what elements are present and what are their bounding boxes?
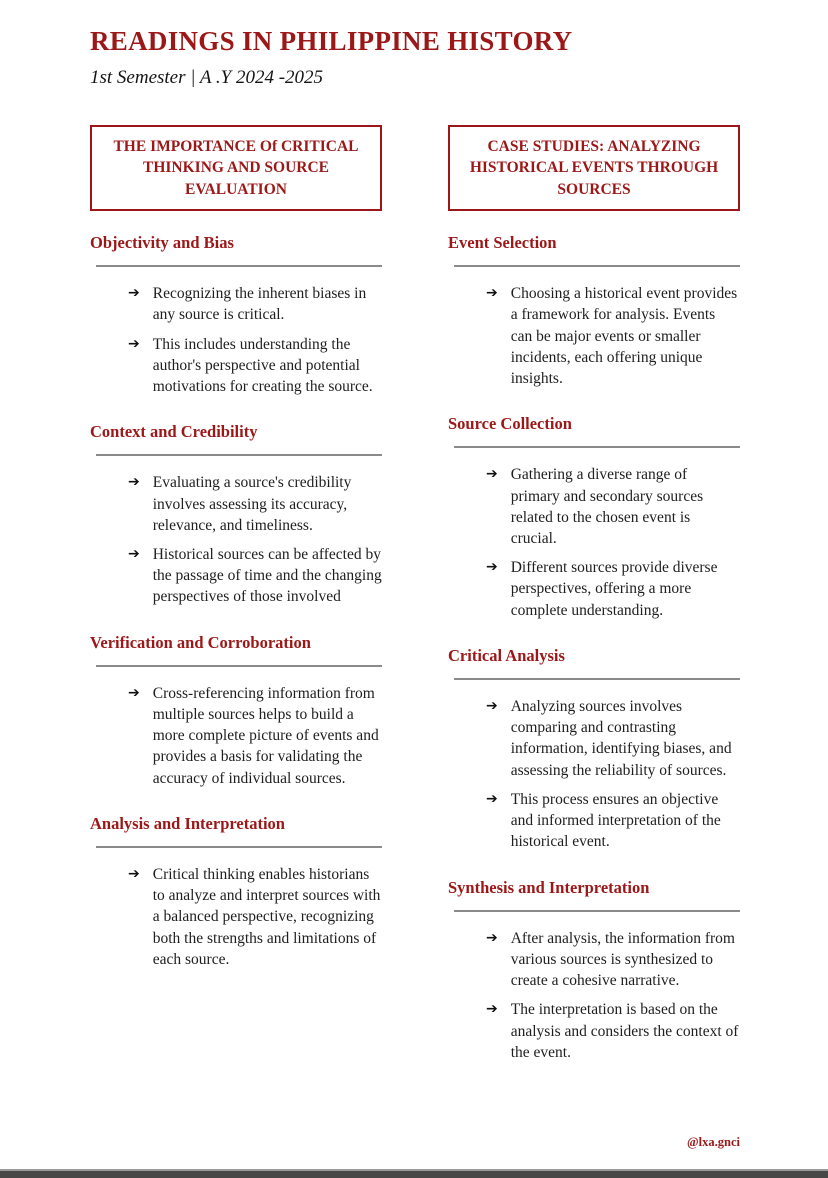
bullet-text: After analysis, the information from various sources is synthesized to create a cohesive narrative. bbox=[510, 929, 735, 990]
list-item bbox=[128, 683, 382, 789]
column-left-header: THE IMPORTANCE Of CRITICAL THINKING AND SOURCE EVALUATION bbox=[90, 125, 382, 211]
section-source-collection bbox=[448, 414, 740, 621]
arrow-bullet-icon: ➔ bbox=[128, 335, 140, 352]
section-heading: Objectivity and Bias bbox=[90, 233, 234, 253]
bullet-text: Gathering a diverse range of primary and secondary sources related to the chosen event is crucial. bbox=[510, 466, 704, 547]
list-item bbox=[486, 696, 740, 781]
bullet-list bbox=[90, 864, 382, 970]
column-right bbox=[448, 125, 740, 1088]
arrow-bullet-icon: ➔ bbox=[486, 466, 498, 483]
list-item bbox=[486, 283, 740, 389]
bullet-list bbox=[448, 696, 740, 853]
section-heading: Analysis and Interpretation bbox=[90, 813, 285, 833]
list-item bbox=[486, 464, 740, 549]
column-right-header: CASE STUDIES: ANALYZING HISTORICAL EVENTS THROUGH SOURCES bbox=[448, 125, 740, 211]
footer-handle: @lxa.gnci bbox=[687, 1135, 740, 1149]
list-item bbox=[486, 789, 740, 853]
arrow-bullet-icon: ➔ bbox=[486, 1001, 498, 1018]
column-left bbox=[90, 125, 382, 995]
bullet-text: Evaluating a source's credibility involves assessing its accuracy, relevance, and timeliness. bbox=[152, 474, 352, 534]
list-item bbox=[128, 472, 382, 536]
bullet-list bbox=[90, 283, 382, 397]
section-divider bbox=[96, 265, 382, 267]
bullet-list bbox=[90, 472, 382, 607]
page-subtitle: 1st Semester | A .Y 2024 -2025 bbox=[90, 67, 324, 88]
section-synthesis-and-interpretation bbox=[448, 878, 740, 1063]
page-bottom-edge bbox=[0, 1169, 828, 1178]
arrow-bullet-icon: ➔ bbox=[128, 474, 140, 491]
section-verification-and-corroboration bbox=[90, 633, 382, 789]
section-heading: Source Collection bbox=[448, 414, 572, 434]
page-title: READINGS IN PHILIPPINE HISTORY bbox=[90, 26, 573, 56]
bullet-text: Historical sources can be affected by the passage of time and the changing perspectives of those involved bbox=[152, 546, 382, 606]
section-heading: Synthesis and Interpretation bbox=[448, 877, 650, 897]
bullet-text: Critical thinking enables historians to analyze and interpret sources with a balanced perspective, recognizing both the strengths and limitations of each source. bbox=[152, 865, 381, 968]
section-heading: Context and Credibility bbox=[90, 422, 258, 442]
bullet-list bbox=[448, 464, 740, 621]
arrow-bullet-icon: ➔ bbox=[128, 865, 140, 882]
section-heading: Event Selection bbox=[448, 233, 557, 253]
section-divider bbox=[96, 665, 382, 667]
bullet-text: Analyzing sources involves comparing and contrasting information, identifying biases, and assessing the reliability of sources. bbox=[510, 697, 732, 779]
section-critical-analysis bbox=[448, 646, 740, 853]
arrow-bullet-icon: ➔ bbox=[128, 285, 140, 302]
bullet-text: Cross-referencing information from multiple sources helps to build a more complete picture of events and provides a basis for validating the accuracy of individual sources. bbox=[152, 684, 379, 787]
bullet-text: The interpretation is based on the analysis and considers the context of the event. bbox=[510, 1001, 739, 1061]
list-item bbox=[128, 283, 382, 325]
bullet-text: This process ensures an objective and informed interpretation of the historical event. bbox=[510, 790, 721, 851]
bullet-text: Different sources provide diverse perspectives, offering a more complete understanding. bbox=[510, 559, 718, 619]
list-item bbox=[128, 334, 382, 398]
section-divider bbox=[96, 846, 382, 848]
arrow-bullet-icon: ➔ bbox=[486, 285, 498, 302]
section-divider bbox=[96, 454, 382, 456]
list-item bbox=[486, 999, 740, 1063]
two-column-layout bbox=[90, 125, 740, 1088]
list-item bbox=[128, 544, 382, 608]
arrow-bullet-icon: ➔ bbox=[486, 929, 498, 946]
list-item bbox=[486, 928, 740, 992]
bullet-text: This includes understanding the author's perspective and potential motivations for creating the source. bbox=[152, 335, 373, 396]
bullet-text: Choosing a historical event provides a framework for analysis. Events can be major events or smaller incidents, each offering unique insights. bbox=[510, 285, 738, 388]
section-heading: Verification and Corroboration bbox=[90, 632, 311, 652]
bullet-text: Recognizing the inherent biases in any source is critical. bbox=[152, 285, 367, 324]
section-context-and-credibility bbox=[90, 422, 382, 607]
bullet-list bbox=[448, 928, 740, 1063]
arrow-bullet-icon: ➔ bbox=[486, 697, 498, 714]
arrow-bullet-icon: ➔ bbox=[486, 790, 498, 807]
section-objectivity-and-bias bbox=[90, 233, 382, 397]
list-item bbox=[128, 864, 382, 970]
section-divider bbox=[454, 678, 740, 680]
section-divider bbox=[454, 265, 740, 267]
bullet-list bbox=[448, 283, 740, 389]
section-heading: Critical Analysis bbox=[448, 645, 565, 665]
bullet-list bbox=[90, 683, 382, 789]
section-divider bbox=[454, 910, 740, 912]
section-event-selection bbox=[448, 233, 740, 389]
section-divider bbox=[454, 446, 740, 448]
section-analysis-and-interpretation bbox=[90, 814, 382, 970]
arrow-bullet-icon: ➔ bbox=[486, 559, 498, 576]
arrow-bullet-icon: ➔ bbox=[128, 546, 140, 562]
arrow-bullet-icon: ➔ bbox=[128, 684, 140, 701]
list-item bbox=[486, 557, 740, 621]
